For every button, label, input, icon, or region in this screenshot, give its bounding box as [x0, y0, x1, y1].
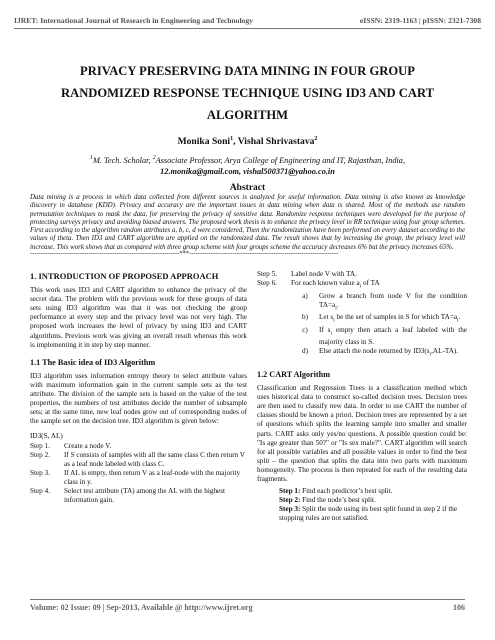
cart-paragraph: Classification and Regression Trees is a classification method which uses historical data to construct so-called decision trees. Decision trees are then used to classify new data. In order to use CART the number of classes should be known a priori. Decision trees are represented by a set of questions which splits the learning sample into smaller and smaller parts. CART asks only yes/no questions. A possible question could be: "Is age greater than 50?" or "Is sex male?". CART algorithm will search for all possible variables and all possible values in order to find the best split – the question that splits the data into two parts with maximum homogeneity. The process is then repeated for each of the resulting data fragments. [257, 384, 467, 483]
sub-b-sub2: i [457, 317, 459, 324]
sub-step-label: b) [302, 313, 308, 322]
step-text: If S consists of samples with all the same class C then return V as a leaf node labeled with class C. [64, 450, 245, 468]
algorithm-step [30, 442, 247, 451]
affil-part-2: Associate Professor, Arya College of Engineering and IT, Rajasthan, India, [155, 155, 406, 165]
journal-name: IJRET: International Journal of Research in Engineering and Technology [14, 16, 253, 25]
algorithm-step [30, 469, 247, 487]
section-separator: ---------------------------------------------------------------------***--------------------------------------------------------------------- [30, 250, 339, 257]
algorithm-name: ID3(S, AL) [30, 432, 63, 441]
step-text: Label node V with TA. [291, 270, 357, 278]
step-label: Step 5. [257, 270, 277, 278]
algorithm-step [257, 279, 467, 292]
algorithm-step [30, 487, 247, 505]
step-label: Step 4. [30, 486, 50, 495]
sub-c-text: If s [319, 325, 331, 334]
abstract-heading: Abstract [229, 183, 266, 193]
step-text: Create a node V. [64, 441, 112, 450]
page-footer [30, 603, 465, 612]
author-1: Monika Soni [177, 136, 231, 148]
cart-step [279, 496, 467, 505]
affil-sup-2: 2 [152, 155, 156, 161]
sub-b-sub: i [333, 317, 335, 324]
algorithm-step [257, 270, 467, 279]
step-text: Select test attribute (TA) among the AL with the highest information gain. [64, 486, 226, 505]
sub-step [291, 313, 467, 326]
step-label: Step 1. [30, 441, 50, 450]
affiliation [10, 153, 485, 177]
section-1-heading: 1. INTRODUCTION OF PROPOSED APPROACH [30, 271, 219, 281]
cart-step-label: Step 3: [279, 505, 301, 514]
sub-d-sub: i [429, 351, 432, 358]
sub-step [291, 347, 467, 360]
sub-step [291, 326, 467, 348]
id3-paragraph: ID3 algorithm uses information entropy theory to select attribute values with maximum information gain in the current sample sets as the test attribute. The division of the sample sets is based on the value of the test properties, the numbers of test attributes decide the number of subsample sets; at the same time, new leaf nodes grow out of corresponding nodes of the sample set on the decision tree. ID3 algorithm is given below: [30, 371, 247, 426]
author-list [0, 136, 495, 147]
cart-steps [257, 487, 467, 523]
page-number: 106 [453, 603, 465, 612]
sub-step-text [319, 292, 467, 314]
step6-sub: i [359, 283, 362, 290]
sub-step-text [319, 347, 467, 360]
sub-step [291, 292, 467, 314]
title-line-1: PRIVACY PRESERVING DATA MINING IN FOUR GROUP [80, 64, 415, 78]
sub-step-text [319, 326, 467, 348]
cart-step-label: Step 1: [279, 487, 301, 496]
algorithm-step [30, 451, 247, 469]
title-line-3: ALGORITHM [206, 108, 289, 122]
cart-step [279, 505, 467, 523]
footer-rule [30, 599, 465, 600]
sub-a-text: Grow a branch from node V for the condition TA=a [319, 291, 467, 309]
issn-info: eISSN: 2319-1163 | pISSN: 2321-7308 [359, 16, 481, 25]
sub-step-label: c) [302, 325, 308, 334]
author-1-sup: 1 [230, 136, 234, 142]
author-2: Vishal Shrivastava [237, 136, 315, 148]
section-1-1-heading: 1.1 The Basic idea of ID3 Algorithm [30, 357, 156, 367]
author-separator: , [233, 136, 238, 148]
id3-algorithm [30, 432, 247, 505]
sub-c-tail: empty then attach a leaf labeled with the majority class in S. [319, 325, 467, 347]
section-1-2-heading: 1.2 CART Algorithm [257, 369, 331, 379]
sub-b-text: Let s [319, 313, 334, 322]
affiliation-line [10, 153, 485, 166]
sub-b-tail: be the set of samples in S for which TA=a [334, 313, 458, 322]
running-header [14, 16, 481, 25]
sub-d-tail: ,AL-TA). [431, 347, 459, 356]
sub-step-label: d) [302, 347, 308, 356]
step-text: If AL is empty, then return V as a leaf-node with the majority class in y. [64, 468, 241, 486]
title-line-2: RANDOMIZED RESPONSE TECHNIQUE USING ID3 AND CART [61, 86, 434, 100]
intro-paragraph: This work uses ID3 and CART algorithm to enhance the privacy of the secret data. The problem with the previous work for three groups of data sets using ID3 algorithm was that it was not checking the group performance at every step and the privacy level was not very high. The proposed work increases the level of privacy by using ID3 and CART algorithms. Previous work was giving an overall result whereas this work is implementing it in step by step manner. [30, 286, 247, 349]
sub-step-label: a) [302, 291, 308, 300]
affil-part-1: M. Tech. Scholar, [92, 155, 153, 165]
sub-a-tail: . [336, 300, 339, 309]
right-column [257, 270, 467, 523]
sub-d-text: Else attach the node returned by ID3(s [319, 347, 430, 356]
step-label: Step 3. [30, 468, 50, 477]
sub-step-text [319, 313, 467, 326]
sub-b-tail2: . [458, 313, 461, 322]
sub-c-sub: i [330, 330, 333, 337]
step6-text: For each known value a [291, 279, 360, 288]
cart-step-label: Step 2: [279, 496, 301, 505]
step6-tail: of TA [361, 279, 380, 288]
step-text [291, 279, 467, 292]
step-label: Step 2. [30, 450, 50, 459]
step-label: Step 6. [257, 279, 277, 288]
left-column [30, 272, 247, 505]
abstract-text: Data mining is a process in which data collected from different sources is analyzed for useful information. Data mining is also known as knowledge discovery in database (KDD). Privacy and accuracy are the important issues in data mining when data is shared. Most of the methods use random permutation techniques to mask the data, for preserving the privacy of sensitive data. Randomize response techniques were developed for the purpose of protecting surveys privacy and avoiding biased answers. The proposed work thesis is to enhance the privacy level in RR technique using four group schemes. First according to the algorithm random attributes a, b, c, d were considered, Then the randomization have been performed on every dataset according to the values of theta. Then ID3 and CART algorithm are applied on the randomized data. The result shows that by increasing the group, the privacy level will increase. This work shows that as compared with three group scheme with four groups scheme the accuracy decreases 6% but the privacy increases 65%. [30, 194, 465, 251]
sub-a-sub: i [335, 305, 337, 312]
header-rule [14, 28, 481, 29]
cart-step-text: Find the node’s best split. [300, 496, 376, 505]
author-2-sup: 2 [314, 136, 318, 142]
footer-volume-info: Volume: 02 Issue: 09 | Sep-2013, Available @ http://www.ijret.org [30, 603, 253, 612]
cart-step-text: Split the node using its best split found in step 2 if the stopping rules are not satisfied. [279, 505, 458, 523]
cart-step-text: Find each predictor’s best split. [300, 487, 393, 496]
sub-steps [257, 292, 467, 360]
author-emails: 12.monika@gmail.com, vishal500371@yahoo.co.in [160, 166, 335, 176]
cart-step [279, 487, 467, 496]
paper-title [30, 60, 465, 126]
affil-sup-1: 1 [89, 155, 93, 161]
